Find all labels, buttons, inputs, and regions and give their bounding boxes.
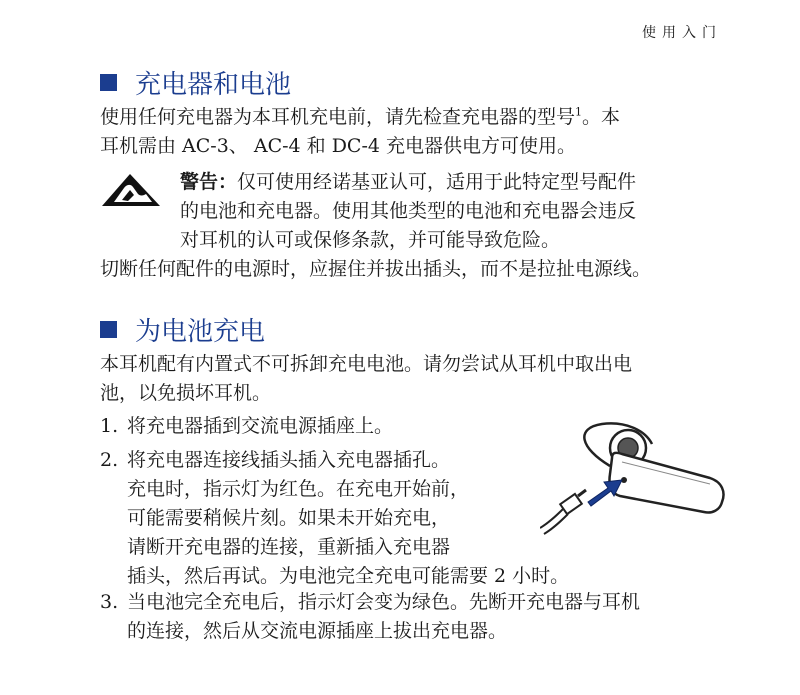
warning-hand-icon xyxy=(100,172,162,208)
headset-charging-illustration xyxy=(540,418,730,538)
running-head: 使用入门 xyxy=(642,25,722,41)
step-number: 3. xyxy=(100,591,119,613)
step-line: 可能需要稍候片刻。如果未开始充电， xyxy=(127,507,451,529)
step-line: 的连接，然后从交流电源插座上拔出充电器。 xyxy=(127,620,508,642)
warning-line-2: 的电池和充电器。使用其他类型的电池和充电器会违反 xyxy=(180,200,637,222)
charger-plug-icon xyxy=(560,494,582,514)
step-line: 当电池完全充电后，指示灯会变为绿色。先断开充电器与耳机 xyxy=(127,591,641,613)
footnote-mark: 1 xyxy=(575,105,583,119)
section-heading-charger-battery xyxy=(100,64,291,101)
step-number: 2. xyxy=(100,449,119,471)
warning-label: 警告： xyxy=(180,171,238,193)
battery-intro-line-1: 本耳机配有内置式不可拆卸充电电池。请勿尝试从耳机中取出电 xyxy=(100,353,633,375)
intro-line-1: 使用任何充电器为本耳机充电前，请先检查充电器的型号$^1$。本 xyxy=(100,105,621,128)
heading-square-icon xyxy=(100,321,117,338)
unplug-note: 切断任何配件的电源时，应握住并拔出插头，而不是拉扯电源线。 xyxy=(100,258,652,280)
intro-line-2: 耳机需由 AC-3、 AC-4 和 DC-4 充电器供电方可使用。 xyxy=(100,135,577,157)
section-title: 为电池充电 xyxy=(135,317,266,347)
step-line: 将充电器连接线插头插入充电器插孔。 xyxy=(127,449,451,471)
battery-intro-paragraph xyxy=(100,350,720,408)
step-line: 充电时，指示灯为红色。在充电开始前， xyxy=(127,478,470,500)
section-heading-charge-battery xyxy=(100,311,265,348)
section-title: 充电器和电池 xyxy=(135,70,292,100)
step-number: 1. xyxy=(100,415,119,437)
step-line: 插头，然后再试。为电池完全充电可能需要 2 小时。 xyxy=(127,565,570,587)
warning-line-1: 警告：仅可使用经诺基亚认可，适用于此特定型号配件 xyxy=(180,171,637,193)
battery-intro-line-2: 池，以免损坏耳机。 xyxy=(100,382,272,404)
step-line: 将充电器插到交流电源插座上。 xyxy=(127,415,394,437)
charger-intro-paragraph xyxy=(100,103,720,161)
warning-text xyxy=(180,168,636,255)
heading-square-icon xyxy=(100,74,117,91)
warning-line-3: 对耳机的认可或保修条款，并可能导致危险。 xyxy=(180,229,561,251)
step-line: 请断开充电器的连接，重新插入充电器 xyxy=(127,536,451,558)
